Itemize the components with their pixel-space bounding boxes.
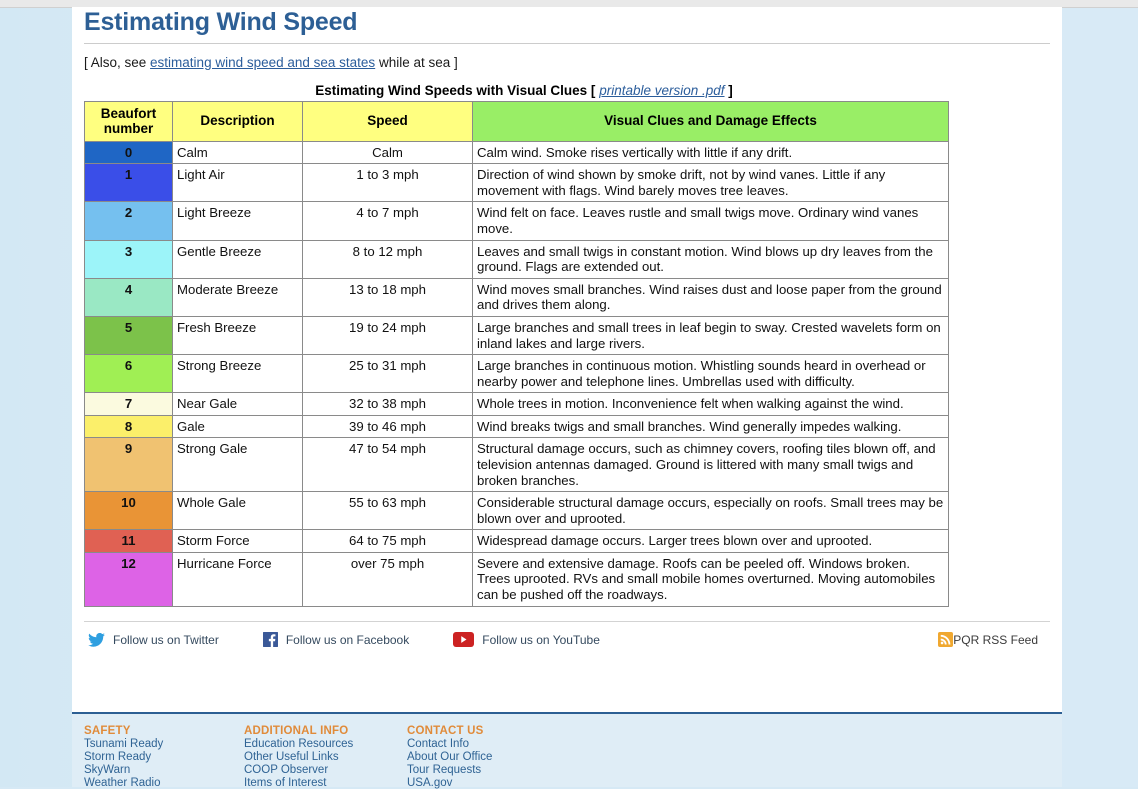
footer-link[interactable]: USA.gov <box>407 777 453 789</box>
description-cell: Calm <box>173 141 303 164</box>
table-caption-text: Estimating Wind Speeds with Visual Clues <box>315 82 588 98</box>
visual-clues-cell: Severe and extensive damage. Roofs can be peeled off. Windows broken. Trees uprooted. RVs and small mobile homes overturned. Moving automobiles can be pushed off the roadways. <box>473 552 949 606</box>
footer-link[interactable]: SkyWarn <box>84 764 131 777</box>
speed-cell: Calm <box>303 141 473 164</box>
footer-column-heading: SAFETY <box>84 725 131 737</box>
visual-clues-cell: Wind breaks twigs and small branches. Wind generally impedes walking. <box>473 415 949 438</box>
caption-bracket-close: ] <box>728 82 733 98</box>
also-see-suffix: while at sea ] <box>375 54 458 70</box>
youtube-link[interactable] <box>453 632 600 647</box>
description-cell: Strong Breeze <box>173 355 303 393</box>
twitter-link[interactable] <box>88 633 219 647</box>
footer-link[interactable]: Weather Radio <box>84 777 161 789</box>
printable-version-link[interactable]: printable version .pdf <box>599 82 725 98</box>
rss-icon <box>938 632 953 647</box>
footer-column <box>244 725 407 789</box>
caption-bracket-open: [ <box>590 82 596 98</box>
description-cell: Whole Gale <box>173 492 303 530</box>
beaufort-number-cell: 8 <box>85 415 173 438</box>
description-cell: Light Breeze <box>173 202 303 240</box>
speed-cell: 13 to 18 mph <box>303 278 473 316</box>
description-cell: Storm Force <box>173 530 303 553</box>
facebook-link[interactable] <box>263 632 409 647</box>
facebook-label: Follow us on Facebook <box>285 632 410 647</box>
table-row <box>85 530 949 553</box>
speed-cell: 8 to 12 mph <box>303 240 473 278</box>
speed-cell: over 75 mph <box>303 552 473 606</box>
table-row <box>85 393 949 416</box>
beaufort-number-cell: 5 <box>85 316 173 354</box>
header-beaufort-line1: Beaufort <box>100 105 157 121</box>
visual-clues-cell: Widespread damage occurs. Larger trees blown over and uprooted. <box>473 530 949 553</box>
beaufort-number-cell: 1 <box>85 164 173 202</box>
header-speed: Speed <box>303 101 473 141</box>
visual-clues-cell: Whole trees in motion. Inconvenience felt when walking against the wind. <box>473 393 949 416</box>
footer-link[interactable]: Storm Ready <box>84 751 152 764</box>
footer-column <box>407 725 607 789</box>
visual-clues-cell: Leaves and small twigs in constant motion. Wind blows up dry leaves from the ground. Flags are extended out. <box>473 240 949 278</box>
footer-link[interactable]: Contact Info <box>407 738 470 750</box>
speed-cell: 25 to 31 mph <box>303 355 473 393</box>
description-cell: Light Air <box>173 164 303 202</box>
table-row <box>85 164 949 202</box>
beaufort-number-cell: 11 <box>85 530 173 553</box>
visual-clues-cell: Large branches in continuous motion. Whistling sounds heard in overhead or nearby power and telephone lines. Umbrellas used with difficulty. <box>473 355 949 393</box>
visual-clues-cell: Considerable structural damage occurs, especially on roofs. Small trees may be blown over and uprooted. <box>473 492 949 530</box>
description-cell: Gentle Breeze <box>173 240 303 278</box>
description-cell: Hurricane Force <box>173 552 303 606</box>
footer-link[interactable]: Education Resources <box>244 738 354 750</box>
visual-clues-cell: Structural damage occurs, such as chimney covers, roofing tiles blown off, and television antennas damaged. Ground is littered with many small twigs and broken branches. <box>473 438 949 492</box>
speed-cell: 19 to 24 mph <box>303 316 473 354</box>
speed-cell: 64 to 75 mph <box>303 530 473 553</box>
table-row <box>85 492 949 530</box>
footer-link[interactable]: About Our Office <box>407 751 493 764</box>
table-row <box>85 316 949 354</box>
visual-clues-cell: Calm wind. Smoke rises vertically with little if any drift. <box>473 141 949 164</box>
footer-link[interactable]: Other Useful Links <box>244 751 339 764</box>
visual-clues-cell: Large branches and small trees in leaf begin to sway. Crested wavelets form on inland lakes and large rivers. <box>473 316 949 354</box>
table-row <box>85 415 949 438</box>
twitter-label: Follow us on Twitter <box>113 632 219 647</box>
table-row <box>85 355 949 393</box>
table-row <box>85 141 949 164</box>
table-header-row <box>85 101 949 141</box>
also-see-note <box>84 55 1050 71</box>
beaufort-number-cell: 9 <box>85 438 173 492</box>
beaufort-number-cell: 6 <box>85 355 173 393</box>
footer-column-heading: CONTACT US <box>407 725 484 737</box>
table-caption <box>84 83 1050 98</box>
table-row <box>85 438 949 492</box>
table-row <box>85 202 949 240</box>
table-body <box>85 141 949 606</box>
visual-clues-cell: Wind moves small branches. Wind raises dust and loose paper from the ground and drives them along. <box>473 278 949 316</box>
header-description: Description <box>173 101 303 141</box>
beaufort-number-cell: 2 <box>85 202 173 240</box>
header-beaufort-line2: number <box>103 121 154 137</box>
site-footer <box>72 712 1062 787</box>
footer-link[interactable]: COOP Observer <box>244 764 329 777</box>
description-cell: Strong Gale <box>173 438 303 492</box>
description-cell: Gale <box>173 415 303 438</box>
speed-cell: 47 to 54 mph <box>303 438 473 492</box>
header-beaufort-number <box>85 101 173 141</box>
footer-column-heading: ADDITIONAL INFO <box>244 725 349 737</box>
youtube-label: Follow us on YouTube <box>482 632 600 647</box>
beaufort-number-cell: 4 <box>85 278 173 316</box>
speed-cell: 55 to 63 mph <box>303 492 473 530</box>
speed-cell: 32 to 38 mph <box>303 393 473 416</box>
footer-column <box>84 725 244 789</box>
youtube-icon <box>453 632 474 647</box>
description-cell: Moderate Breeze <box>173 278 303 316</box>
main-content-area <box>72 7 1062 787</box>
description-cell: Near Gale <box>173 393 303 416</box>
title-divider <box>84 43 1050 44</box>
table-row <box>85 552 949 606</box>
visual-clues-cell: Direction of wind shown by smoke drift, not by wind vanes. Little if any movement with flags. Wind barely moves tree leaves. <box>473 164 949 202</box>
beaufort-number-cell: 12 <box>85 552 173 606</box>
speed-cell: 1 to 3 mph <box>303 164 473 202</box>
speed-cell: 4 to 7 mph <box>303 202 473 240</box>
rss-feed-link[interactable] <box>938 632 1038 647</box>
beaufort-number-cell: 7 <box>85 393 173 416</box>
footer-link[interactable]: Items of Interest <box>244 777 327 789</box>
speed-cell: 39 to 46 mph <box>303 415 473 438</box>
header-visual-clues: Visual Clues and Damage Effects <box>473 101 949 141</box>
beaufort-number-cell: 0 <box>85 141 173 164</box>
beaufort-number-cell: 10 <box>85 492 173 530</box>
footer-link[interactable]: Tour Requests <box>407 764 482 777</box>
footer-columns <box>72 714 1062 789</box>
social-media-bar <box>84 622 1050 658</box>
table-row <box>85 240 949 278</box>
page-title: Estimating Wind Speed <box>84 8 358 36</box>
twitter-icon <box>88 633 105 647</box>
description-cell: Fresh Breeze <box>173 316 303 354</box>
beaufort-number-cell: 3 <box>85 240 173 278</box>
facebook-icon <box>263 632 278 647</box>
footer-link[interactable]: Tsunami Ready <box>84 738 164 750</box>
visual-clues-cell: Wind felt on face. Leaves rustle and small twigs move. Ordinary wind vanes move. <box>473 202 949 240</box>
sea-states-link[interactable]: estimating wind speed and sea states <box>150 54 376 70</box>
beaufort-scale-table <box>84 101 949 607</box>
also-see-prefix: [ Also, see <box>84 54 151 70</box>
rss-label: PQR RSS Feed <box>953 632 1038 647</box>
table-row <box>85 278 949 316</box>
